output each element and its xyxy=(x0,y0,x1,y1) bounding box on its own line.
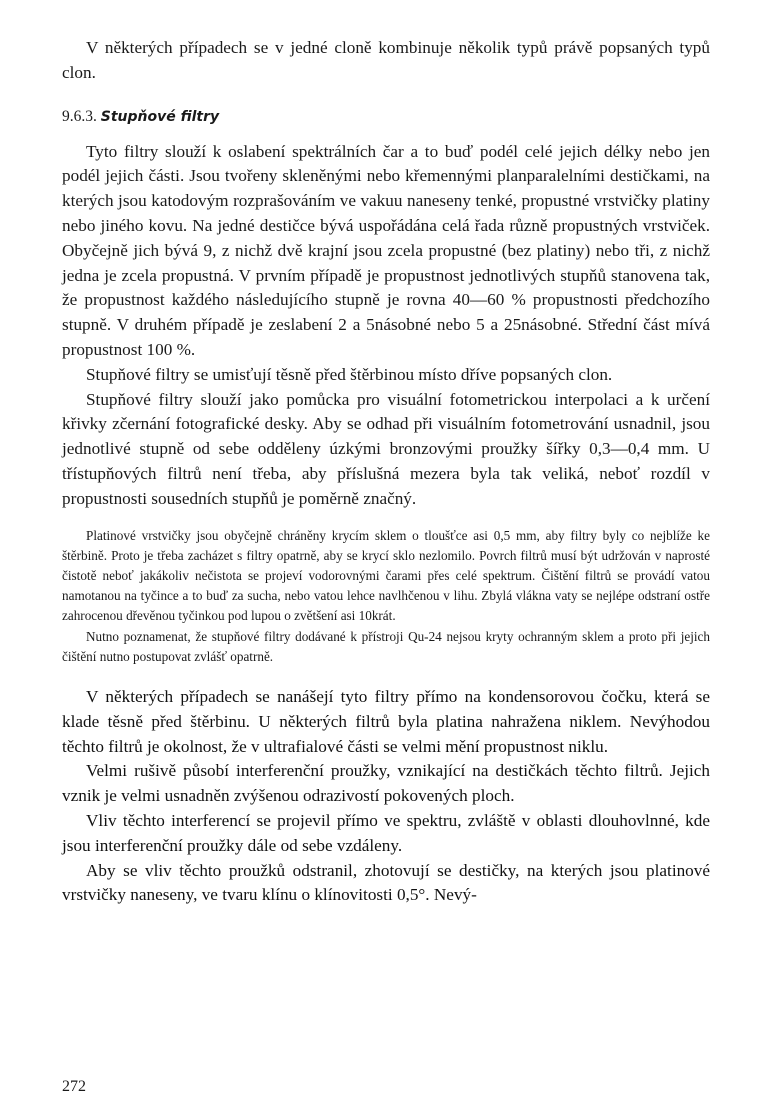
section-heading xyxy=(62,106,710,128)
document-page xyxy=(62,36,710,1096)
later-paragraph-2: Velmi rušivě působí interferenční proužky, vznikající na destičkách těchto filtrů. Jejich vznik je velmi usnadněn zvýšenou odrazivostí pokovených ploch. xyxy=(62,761,710,806)
note-paragraph-2: Nutno poznamenat, že stupňové filtry dodávané k přístroji Qu-24 nejsou kryty ochranným sklem a proto při jejich čištění nutno postupovat zvlášť opatrně. xyxy=(62,628,710,664)
section-number: 9.6.3. xyxy=(62,107,97,125)
later-section xyxy=(62,685,710,908)
later-paragraph-3: Vliv těchto interferencí se projevil přímo ve spektru, zvláště v oblasti dlouhovlnné, kde jsou interferenční proužky dále od sebe vzdáleny. xyxy=(62,810,710,855)
later-paragraph-4: Aby se vliv těchto proužků odstranil, zhotovují se destičky, na kterých jsou platinové vrstvičky naneseny, ve tvaru klínu o klínovitosti 0,5°. Nevý- xyxy=(62,860,710,905)
note-paragraph-1: Platinové vrstvičky jsou obyčejně chráněny krycím sklem o tloušťce asi 0,5 mm, aby filtry byly co nejblíže ke štěrbině. Proto je třeba zacházet s filtry opatrně, aby se krycí sklo nezlomilo. Povrch filtrů musí být udržován v naprosté čistotě neboť jakákoliv nečistota se projeví vodorovnými čarami přes celé spektrum. Čištění filtrů se provádí vatou namotanou na tyčince a to buď za sucha, nebo vatou lehce navlhčenou v lihu. Zbylá vlákna vaty se nejlépe odstraní ostře zahrocenou dřevěnou tyčinkou pod lupou o zvětšení asi 10krát. xyxy=(62,527,710,624)
later-paragraph-1: V některých případech se nanášejí tyto filtry přímo na kondensorovou čočku, která se klade těsně před štěrbinu. U některých filtrů byla platina nahražena niklem. Nevýhodou těchto filtrů je okolnost, že v ultrafialové části se velmi mění propustnost niklu. xyxy=(62,686,710,756)
body-paragraph-2: Stupňové filtry se umisťují těsně před štěrbinou místo dříve popsaných clon. xyxy=(86,364,613,384)
body-paragraph-3: Stupňové filtry slouží jako pomůcka pro visuální fotometrickou interpolaci a k určení křivky zčernání fotografické desky. Aby se odhad při visuálním fotometrování usnadnil, jsou jednotlivé stupně od sebe odděleny úzkými bronzovými proužky šířky 0,3—0,4 mm. U třístupňových filtrů není třeba, aby příslušná mezera byla tak veliká, neboť rozdíl v propustnosti sousedních stupňů je poměrně značný. xyxy=(62,389,710,508)
intro-paragraph: V některých případech se v jedné cloně kombinuje několik typů právě popsaných typů clon. xyxy=(62,38,710,82)
body-paragraph-1: Tyto filtry slouží k oslabení spektrálních čar a to buď podél celé jejich délky nebo jen podél jejich části. Jsou tvořeny skleněnými nebo křemennými planparalelními destičkami, na kterých jsou katodovým rozprašováním ve vakuu naneseny tenké, propustné vrstvičky platiny nebo jiného kovu. Na jedné destičce bývá uspořádána celá řada různě propustných vrstviček. Obyčejně jich bývá 9, z nichž dvě krajní jsou zcela propustné (bez platiny) nebo tři, z nichž jedna je zcela propustná. V prvním případě je propustnost jednotlivých stupňů stanovena tak, že propustnost každého následujícího stupně je rovna 40—60 % propustnosti předchozího stupně. V druhém případě je zeslabení 2 a 5násobné nebo 5 a 25násobné. Střední část mívá propustnost 100 %. xyxy=(62,141,710,359)
note-block xyxy=(62,526,710,667)
page-number: 272 xyxy=(62,1078,86,1095)
section-title: Stupňové filtry xyxy=(100,108,220,125)
